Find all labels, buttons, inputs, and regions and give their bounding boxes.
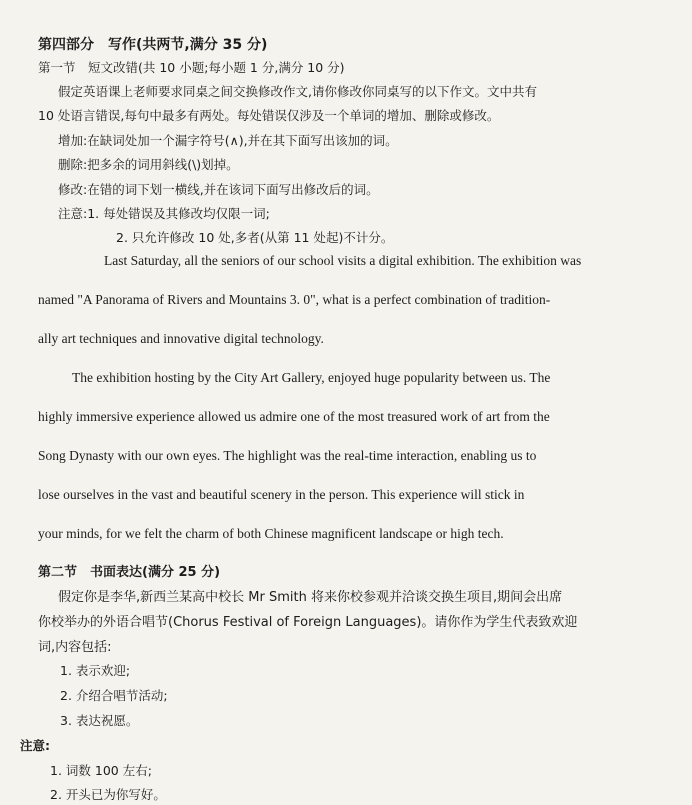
requirement-item-2: 2. 介绍合唱节活动; [60, 688, 168, 703]
rule-delete: 删除:把多余的词用斜线(\)划掉。 [58, 157, 239, 172]
section2-paragraph-line-1: 假定你是李华,新西兰某高中校长 Mr Smith 将来你校参观并洽谈交换生项目,期间会出席 [58, 590, 563, 605]
correction-note-2: 2. 只允许修改 10 处,多者(从第 11 处起)不计分。 [116, 230, 394, 245]
essay-line: Song Dynasty with our own eyes. The highlight was the real-time interaction, enabling us to [38, 448, 537, 463]
section2-paragraph-line-2: 你校举办的外语合唱节(Chorus Festival of Foreign Languages)。请你作为学生代表致欢迎 [38, 615, 578, 630]
requirement-item-3: 3. 表达祝愿。 [60, 713, 139, 728]
essay-line: highly immersive experience allowed us admire one of the most treasured work of art from the [38, 409, 550, 424]
essay-line: ally art techniques and innovative digital technology. [38, 331, 324, 346]
section1-intro-line-1: 假定英语课上老师要求同桌之间交换修改作文,请你修改你同桌写的以下作文。文中共有 [58, 84, 537, 99]
requirement-item-1: 1. 表示欢迎; [60, 663, 131, 678]
part4-title: 第四部分 写作(共两节,满分 35 分) [38, 37, 268, 53]
correction-note-1: 注意:1. 每处错误及其修改均仅限一词; [58, 206, 270, 221]
note-item-2: 2. 开头已为你写好。 [50, 787, 166, 802]
essay-line: your minds, for we felt the charm of both Chinese magnificent landscape or high tech. [38, 526, 504, 541]
section2-title: 第二节 书面表达(满分 25 分) [38, 565, 221, 580]
essay-line: The exhibition hosting by the City Art Gallery, enjoyed huge popularity between us. The [72, 370, 551, 385]
essay-line: named "A Panorama of Rivers and Mountains 3. 0", what is a perfect combination of tradition- [38, 292, 551, 307]
rule-modify: 修改:在错的词下划一横线,并在该词下面写出修改后的词。 [58, 182, 379, 197]
note-label: 注意: [20, 738, 50, 753]
section1-title: 第一节 短文改错(共 10 小题;每小题 1 分,满分 10 分) [38, 60, 345, 75]
note-item-1: 1. 词数 100 左右; [50, 763, 152, 778]
rule-add: 增加:在缺词处加一个漏字符号(∧),并在其下面写出该加的词。 [58, 133, 398, 148]
essay-line: lose ourselves in the vast and beautiful scenery in the person. This experience will stick in [38, 487, 525, 502]
essay-line: Last Saturday, all the seniors of our school visits a digital exhibition. The exhibition was [104, 253, 582, 268]
section2-paragraph-line-3: 词,内容包括: [38, 640, 112, 655]
section1-intro-line-2: 10 处语言错误,每句中最多有两处。每处错误仅涉及一个单词的增加、删除或修改。 [38, 108, 500, 123]
